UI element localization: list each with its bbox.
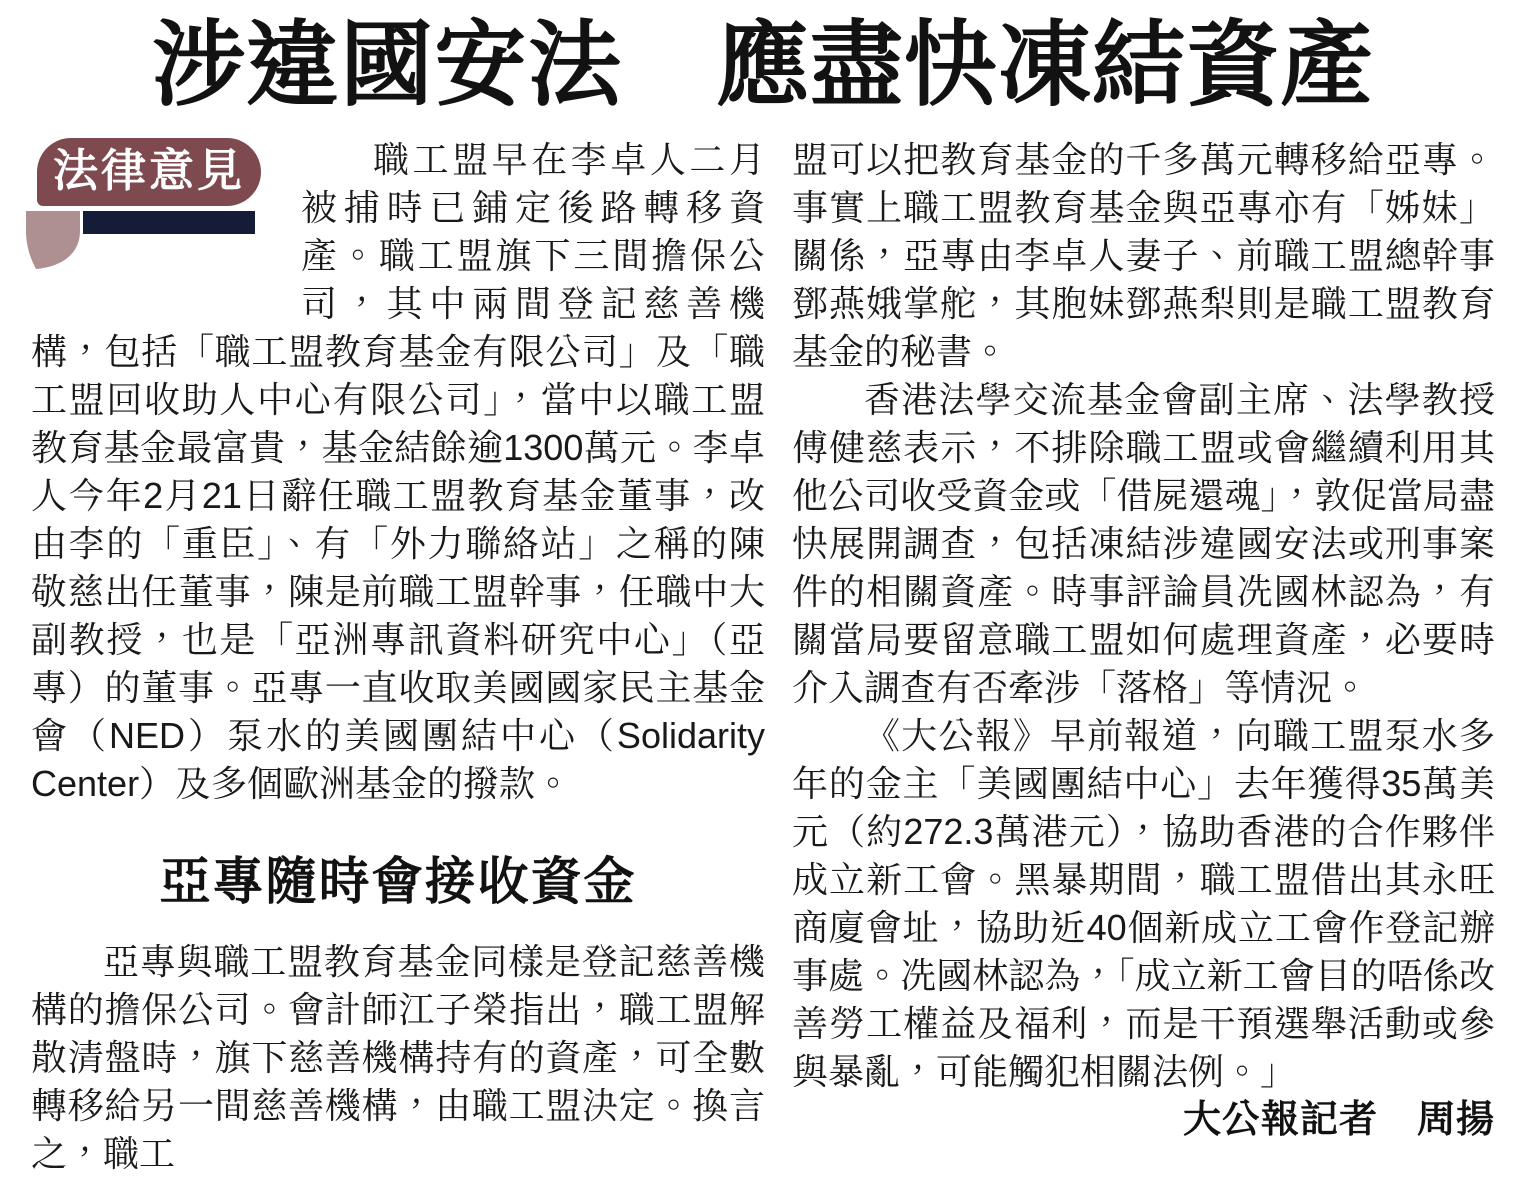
paragraph-2-start: 亞專與職工盟教育基金同樣是登記慈善機構的擔保公司。會計師江子榮指出，職工盟解散清盤時，旗下慈善機構持有的資產，可全數轉移給另一間慈善機構，由職工盟決定。換言之，職工 (31, 941, 765, 1175)
paragraph-2-end: 盟可以把教育基金的千多萬元轉移給亞專。事實上職工盟教育基金與亞專亦有「姊妹」關係，亞專由李卓人妻子、前職工盟總幹事鄧燕娥掌舵，其胞妹鄧燕梨則是職工盟教育基金的秘書。 (792, 139, 1495, 373)
paragraph-4-text: 《大公報》早前報道，向職工盟泵水多年的金主「美國團結中心」去年獲得35萬美元（約272.3萬港元），協助香港的合作夥伴成立新工會。黑暴期間，職工盟借出其永旺商廈會址，協助近40個新成立工會作登記辦事處。冼國林認為，「成立新工會目的唔係改善勞工權益及福利，而是干預選舉活動或參與暴亂，可能觸犯相關法例。」 (792, 715, 1495, 1093)
navy-bar (83, 211, 255, 234)
byline: 大公報記者 周揚 (1182, 1099, 1495, 1142)
paragraph-4 (792, 712, 1495, 1142)
corner-flourish-shape (26, 211, 80, 269)
article-body (31, 136, 1495, 1178)
paragraph-3: 香港法學交流基金會副主席、法學教授傅健慈表示，不排除職工盟或會繼續利用其他公司收受資金或「借屍還魂」，敦促當局盡快展開調查，包括凍結涉違國安法或刑事案件的相關資產。時事評論員冼國林認為，有關當局要留意職工盟如何處理資產，必要時介入調查有否牽涉「落格」等情況。 (792, 379, 1495, 709)
article-column-right (792, 136, 1495, 1144)
subheading: 亞專隨時會接收資金 (159, 853, 637, 911)
kicker-badge (37, 138, 261, 206)
kicker-label: 法律意見 (52, 144, 245, 196)
kicker-block (31, 138, 271, 270)
paragraph-1: 職工盟早在李卓人二月被捕時已鋪定後路轉移資產。職工盟旗下三間擔保公司，其中兩間登記慈善機構，包括「職工盟教育基金有限公司」及「職工盟回收助人中心有限公司」，當中以職工盟教育基金最富貴，基金結餘逾1300萬元。李卓人今年2月21日辭任職工盟教育基金董事，改由李的「重臣」、有「外力聯絡站」之稱的陳敬慈出任董事，陳是前職工盟幹事，任職中大副教授，也是「亞洲專訊資料研究中心」（亞專）的董事。亞專一直收取美國國家民主基金會（NED）泵水的美國團結中心（Solidarity Center）及多個歐洲基金的撥款。 (31, 139, 765, 805)
headline: 涉違國安法 應盡快凍結資產 (152, 10, 1374, 119)
article-column-left (31, 136, 765, 1178)
